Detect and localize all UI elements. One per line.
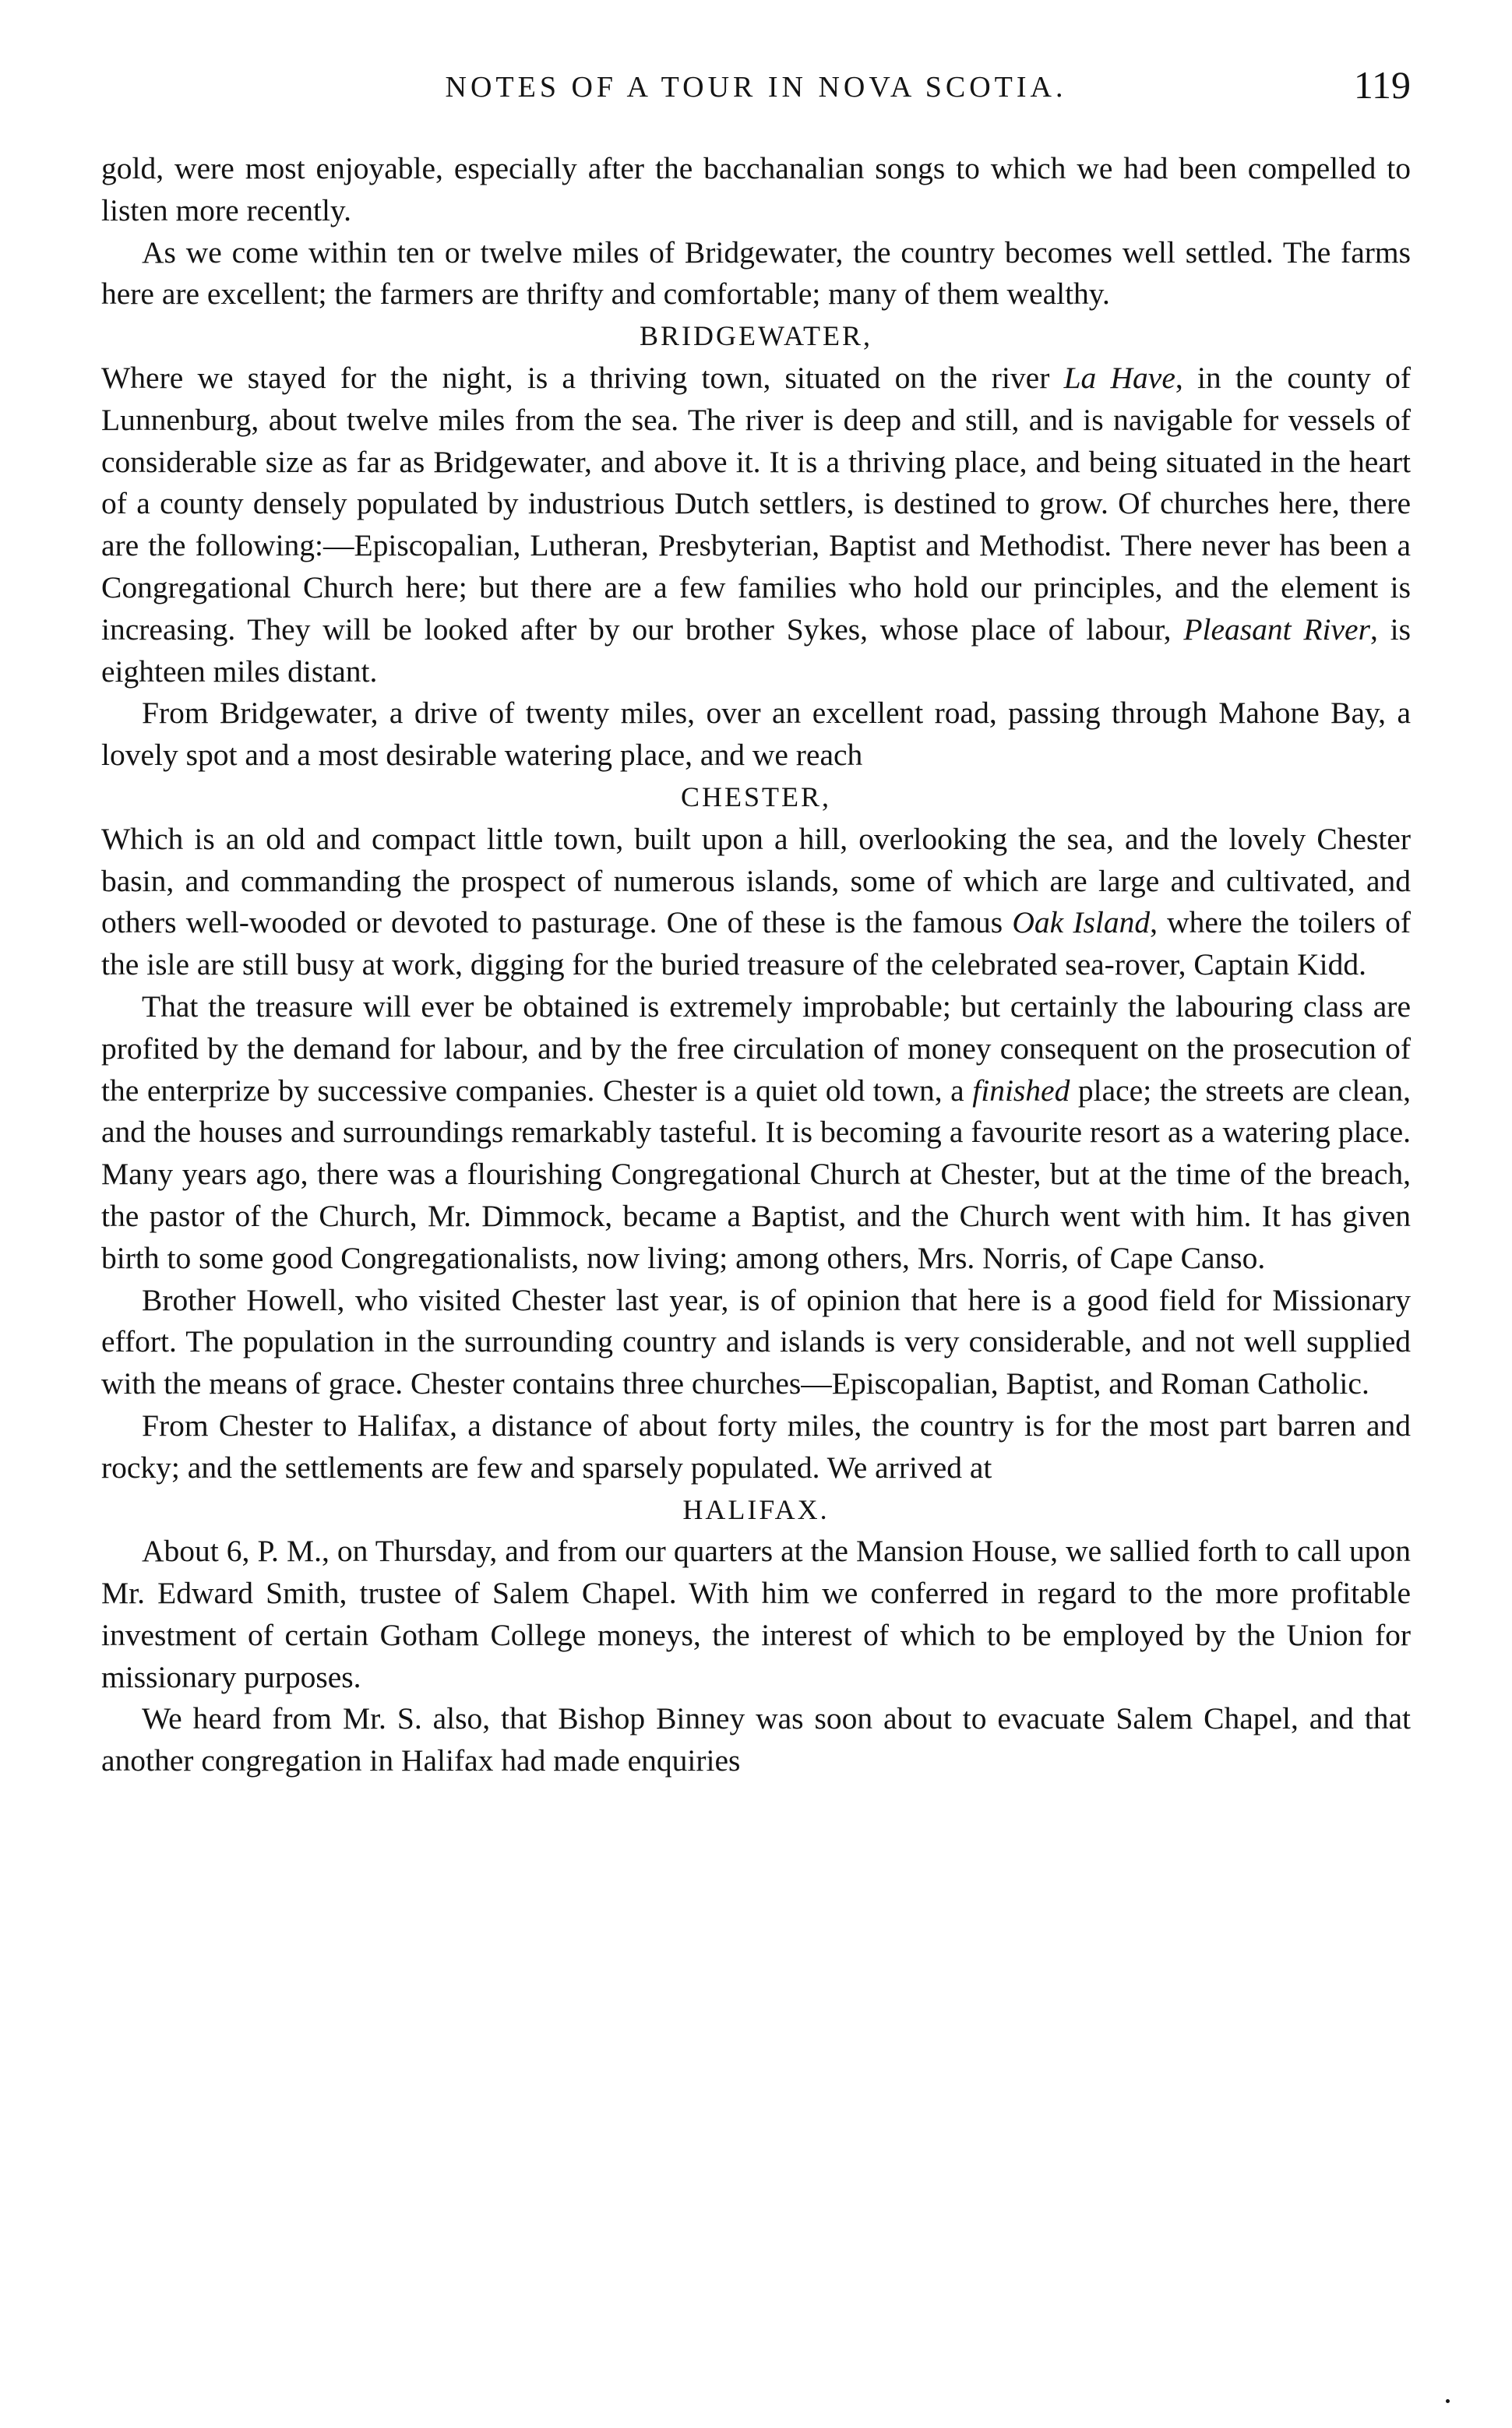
paragraph: Brother Howell, who visited Chester last year, is of opinion that here is a good field for Missionary effort. The population in the surrounding country and islands is very considerable, and not well supplied with the means of grace. Chester contains three churches—Episcopalian, Baptist, and Roman Catholic.: [101, 1282, 1411, 1401]
paragraph: From Chester to Halifax, a distance of about forty miles, the country is for the most part barren and rocky; and the settlements are few and sparsely populated. We arrived at: [101, 1408, 1411, 1485]
italic-place-name: La Have: [1063, 360, 1175, 395]
section-heading-bridgewater: BRIDGEWATER,: [640, 320, 872, 352]
section-heading-halifax: HALIFAX.: [682, 1493, 830, 1525]
section-heading-chester: CHESTER,: [680, 781, 831, 812]
italic-word: finished: [972, 1073, 1070, 1108]
text-run: Where we stayed for the night, is a thriving town, situated on the river: [101, 360, 1064, 395]
paragraph: We heard from Mr. S. also, that Bishop Binney was soon about to evacuate Salem Chapel, and that another congregation in Halifax had made enquiries: [101, 1701, 1411, 1778]
ink-speck: [1446, 2399, 1450, 2403]
paragraph: [101, 986, 1411, 1280]
paragraph: [101, 819, 1411, 986]
paragraph: About 6, P. M., on Thursday, and from our quarters at the Mansion House, we sallied forth to call upon Mr. Edward Smith, trustee of Salem Chapel. With him we conferred in regard to the more profitable investment of certain Gotham College moneys, the interest of which to be employed by the Union for missionary purposes.: [101, 1534, 1411, 1694]
text-run: , is eighteen miles distant.: [101, 611, 1411, 689]
italic-place-name: Pleasant River: [1183, 611, 1370, 647]
text-run: , in the county of Lunnenburg, about twelve miles from the sea. The river is deep and still, and is navigable for vessels of considerable size as far as Bridgewater, and above it. It is a thriving place, and being situated in the heart of a county densely populated by industrious Dutch settlers, is destined to grow. Of churches here, there are the following:—Episcopalian, Lutheran, Presbyterian, Baptist and Methodist. There never has been a Congregational Church here; but there are a few families who hold our principles, and the element is increasing. They will be looked after by our brother Sykes, whose place of labour,: [101, 360, 1411, 647]
page-number: 119: [1353, 63, 1411, 107]
paragraph: [101, 358, 1411, 692]
page-body: [101, 148, 1411, 1782]
text-run: place; the streets are clean, and the houses and surroundings remarkably tasteful. It is becoming a favourite resort as a watering place. Many years ago, there was a flourishing Congregational Church at Chester, but at the time of the breach, the pastor of the Church, Mr. Dimmock, became a Baptist, and the Church went with him. It has given birth to some good Congregationalists, now living; among others, Mrs. Norris, of Cape Canso.: [101, 1073, 1411, 1275]
paragraph: From Bridgewater, a drive of twenty miles, over an excellent road, passing through Mahone Bay, a lovely spot and a most desirable watering place, and we reach: [101, 696, 1411, 773]
text-run: Which is an old and compact little town, built upon a hill, overlooking the sea, and the lovely Chester basin, and commanding the prospect of numerous islands, some of which are large and cultivated, and others well-wooded or devoted to pasturage. One of these is the famous: [101, 821, 1411, 940]
text-run: , where the toilers of the isle are still busy at work, digging for the buried treasure of the celebrated sea-rover, Captain Kidd.: [101, 905, 1412, 982]
page-header: [101, 62, 1411, 132]
paragraph: gold, were most enjoyable, especially after the bacchanalian songs to which we had been compelled to listen more recently.: [101, 151, 1411, 227]
running-head: NOTES OF A TOUR IN NOVA SCOTIA.: [445, 71, 1067, 104]
italic-place-name: Oak Island: [1012, 905, 1151, 940]
text-run: That the treasure will ever be obtained is extremely improbable; but certainly the labouring class are profited by the demand for labour, and by the free circulation of money consequent on the prosecution of the enterprize by successive companies. Chester is a quiet old town, a: [101, 988, 1411, 1108]
paragraph: As we come within ten or twelve miles of Bridgewater, the country becomes well settled. The farms here are excellent; the farmers are thrifty and comfortable; many of them wealthy.: [101, 234, 1411, 312]
